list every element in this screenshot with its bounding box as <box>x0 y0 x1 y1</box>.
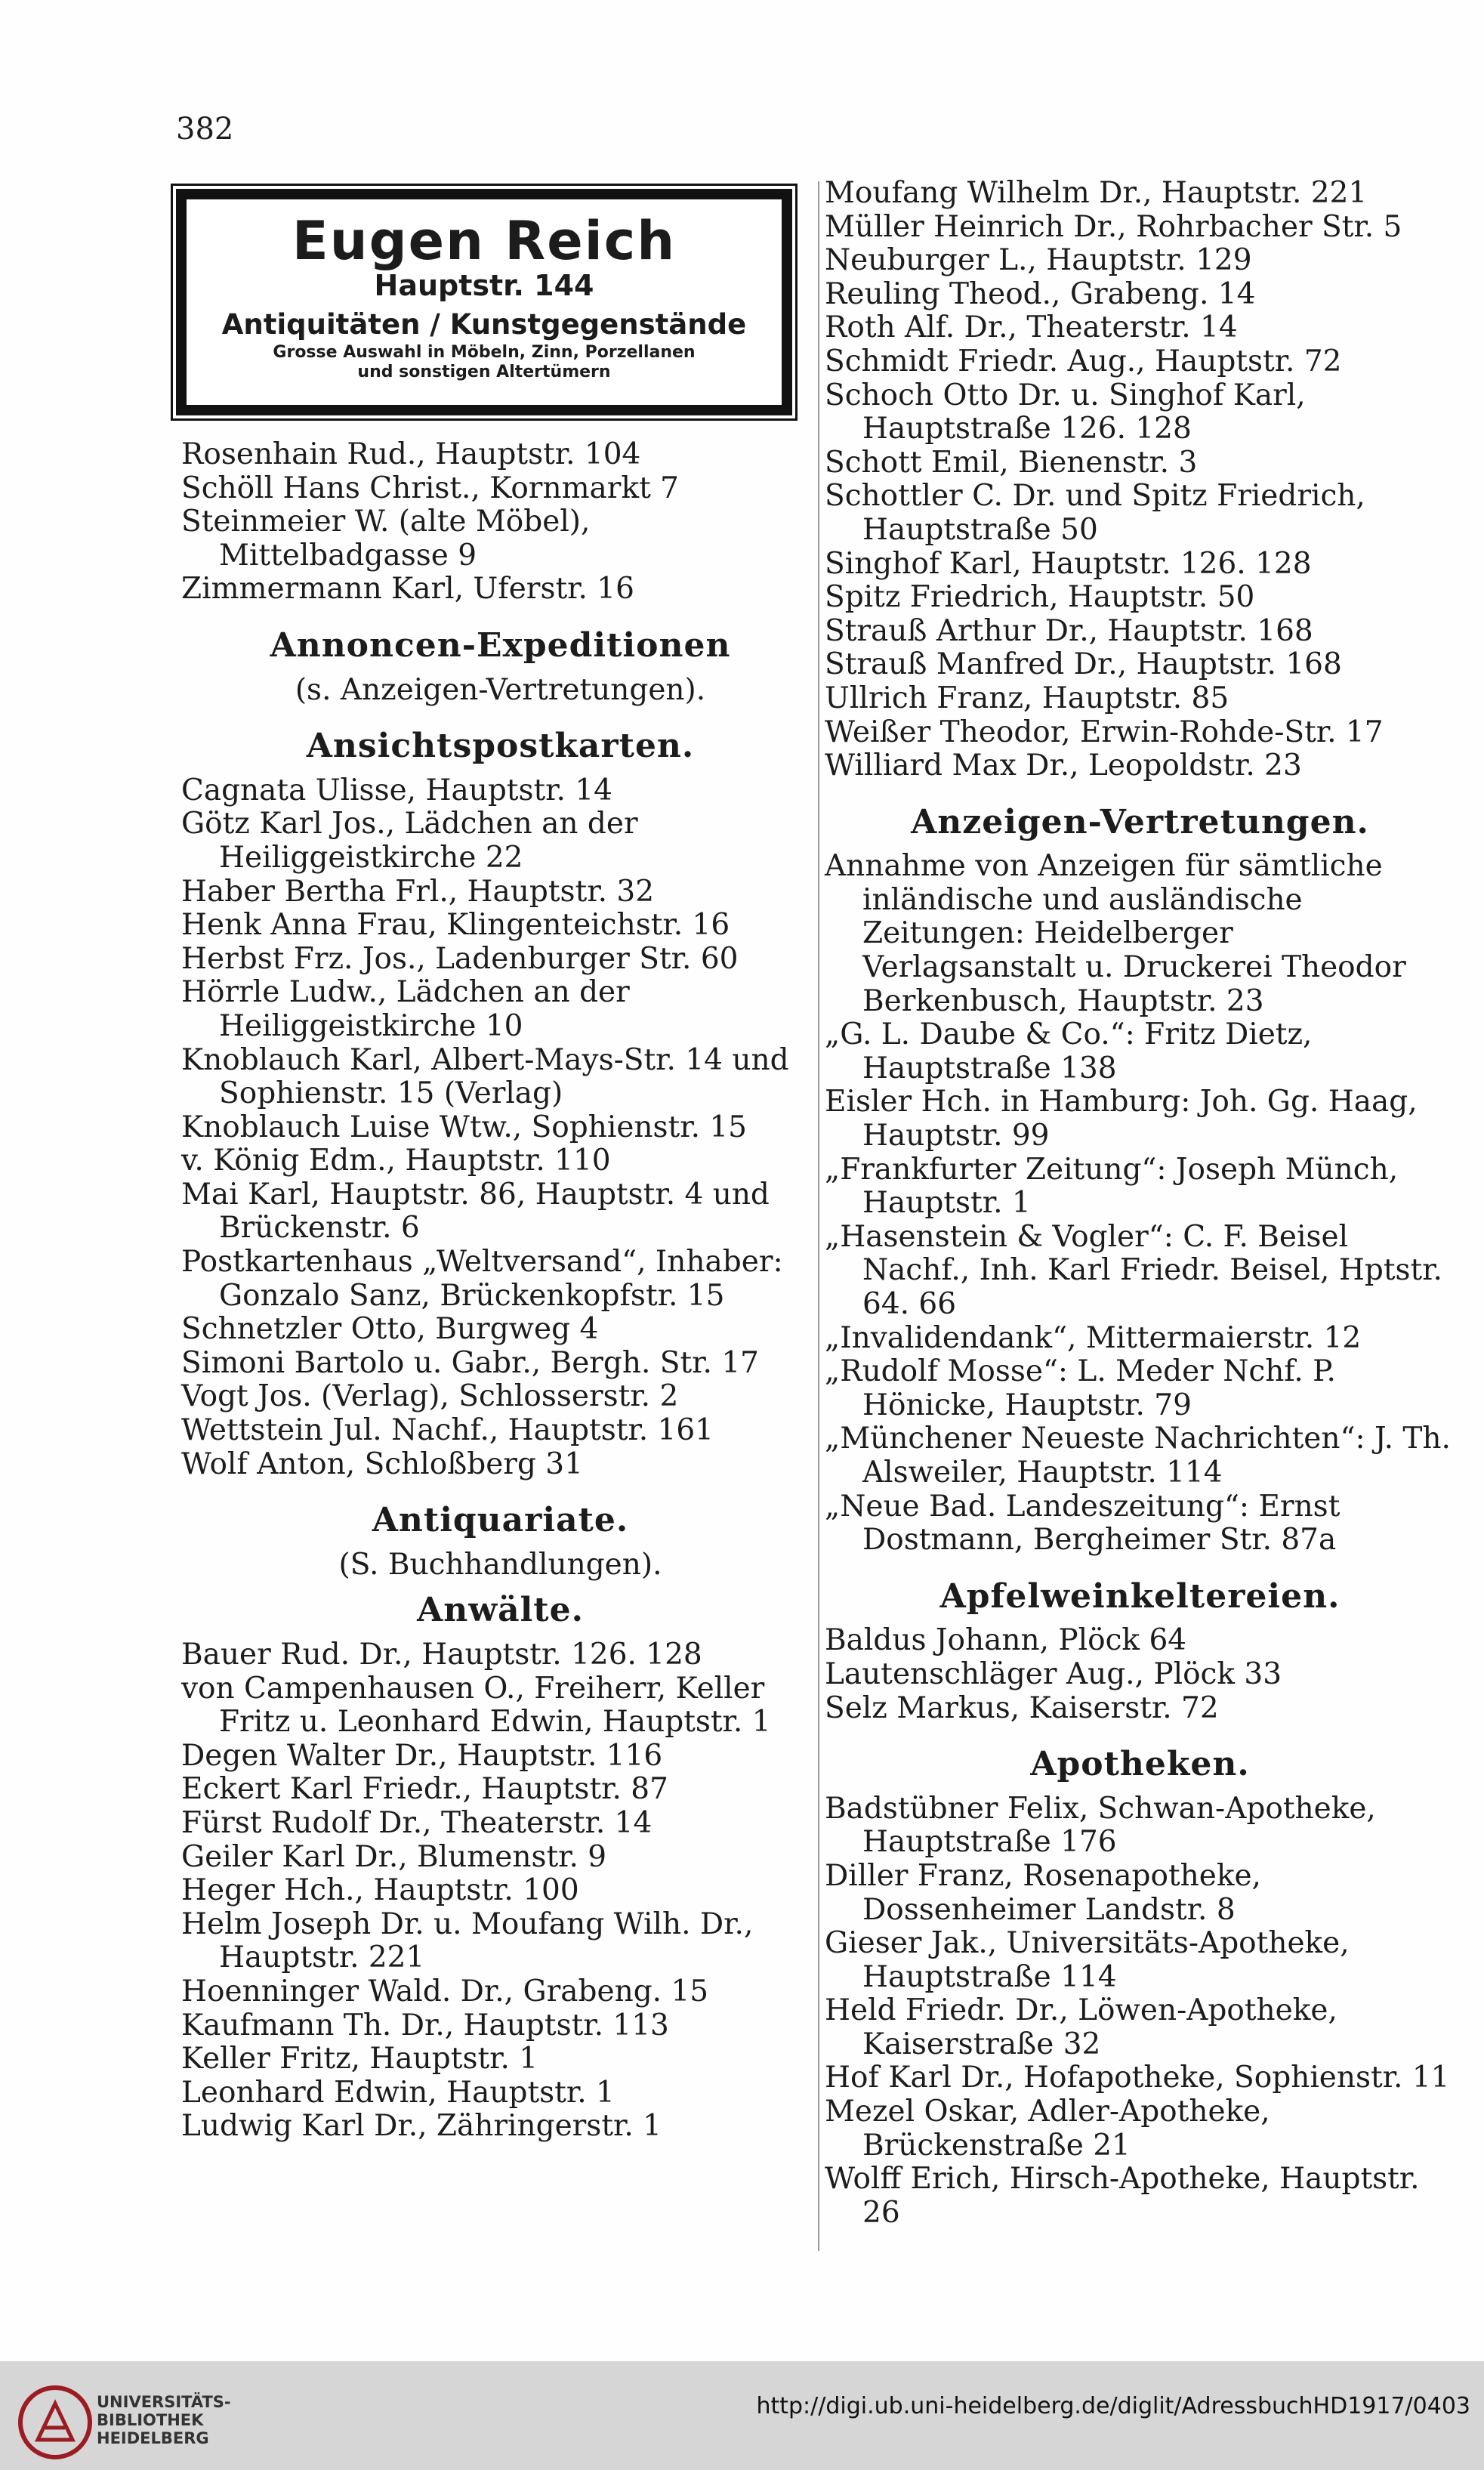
directory-entry: Schoch Otto Dr. u. Singhof Karl, Hauptstraße 126. 128 <box>825 378 1306 446</box>
section-note: (s. Anzeigen-Vertretungen). <box>295 672 706 707</box>
library-name-line: HEIDELBERG <box>97 2429 209 2447</box>
directory-entry: v. König Edm., Hauptstr. 110 <box>181 1144 611 1178</box>
directory-entry: Strauß Arthur Dr., Hauptstr. 168 <box>825 613 1313 648</box>
directory-entry: „Neue Bad. Landeszeitung“: Ernst Dostmann, Bergheimer Str. 87a <box>825 1489 1341 1558</box>
directory-entry: Eckert Karl Friedr., Hauptstr. 87 <box>181 1772 668 1807</box>
section-heading: Apotheken. <box>1030 1745 1250 1784</box>
section-entries <box>825 850 1455 1557</box>
directory-entry: Reuling Theod., Grabeng. 14 <box>825 276 1256 311</box>
directory-entry: Mezel Oskar, Adler-Apotheke, Brückenstraße 21 <box>825 2095 1270 2163</box>
ad-detail-line: und sonstigen Altertümern <box>357 363 611 381</box>
directory-entry: von Campenhausen O., Freiherr, Keller Fritz u. Leonhard Edwin, Hauptstr. 1 <box>181 1671 771 1740</box>
directory-entry: Steinmeier W. (alte Möbel), Mittelbadgasse 9 <box>181 505 591 573</box>
directory-entry: Moufang Wilhelm Dr., Hauptstr. 221 <box>825 176 1368 210</box>
directory-entry: Cagnata Ulisse, Hauptstr. 14 <box>181 773 612 807</box>
directory-entry: Schöll Hans Christ., Kornmarkt 7 <box>181 471 679 505</box>
ad-headline: Antiquitäten / Kunstgegenstände <box>221 308 747 341</box>
section-entries <box>825 1792 1455 2231</box>
directory-entry: Schottler C. Dr. und Spitz Friedrich, Hauptstraße 50 <box>825 479 1365 547</box>
directory-entry: Leonhard Edwin, Hauptstr. 1 <box>181 2075 615 2110</box>
directory-entry: Singhof Karl, Hauptstr. 126. 128 <box>825 546 1312 581</box>
directory-entry: Geiler Karl Dr., Blumenstr. 9 <box>181 1839 607 1874</box>
directory-entry: Gieser Jak., Universitäts-Apotheke, Hauptstraße 114 <box>825 1926 1350 1994</box>
library-name <box>97 2393 231 2447</box>
directory-entry: „Hasenstein & Vogler“: C. F. Beisel Nachf., Inh. Karl Friedr. Beisel, Hptstr. 64. 66 <box>825 1219 1442 1321</box>
directory-entry: „Frankfurter Zeitung“: Joseph Münch, Hauptstr. 1 <box>825 1152 1399 1221</box>
directory-entry: Müller Heinrich Dr., Rohrbacher Str. 5 <box>825 209 1402 244</box>
directory-entry: Haber Bertha Frl., Hauptstr. 32 <box>181 874 655 909</box>
directory-entry: Diller Franz, Rosenapotheke, Dossenheimer Landstr. 8 <box>825 1858 1261 1927</box>
directory-entry: Roth Alf. Dr., Theaterstr. 14 <box>825 310 1238 345</box>
directory-entry: Spitz Friedrich, Hauptstr. 50 <box>825 580 1255 615</box>
section-heading: Anwälte. <box>417 1591 584 1630</box>
directory-entry: „Rudolf Mosse“: L. Meder Nchf. P. Hönicke, Hauptstr. 79 <box>825 1354 1336 1422</box>
section-heading: Antiquariate. <box>372 1501 629 1540</box>
directory-entry: Heger Hch., Hauptstr. 100 <box>181 1873 579 1908</box>
directory-entry: Herbst Frz. Jos., Ladenburger Str. 60 <box>181 941 739 976</box>
directory-entry: Kaufmann Th. Dr., Hauptstr. 113 <box>181 2008 669 2042</box>
directory-entry: Götz Karl Jos., Lädchen an der Heiliggeistkirche 22 <box>181 807 638 875</box>
directory-entry: Henk Anna Frau, Klingenteichstr. 16 <box>181 908 730 943</box>
ad-company-name: Eugen Reich <box>292 210 677 272</box>
directory-entry: Lautenschläger Aug., Plöck 33 <box>825 1656 1282 1691</box>
directory-entry: Held Friedr. Dr., Löwen-Apotheke, Kaiserstraße 32 <box>825 1993 1337 2061</box>
directory-entry: Postkartenhaus „Weltversand“, Inhaber: Gonzalo Sanz, Brückenkopfstr. 15 <box>181 1245 783 1313</box>
directory-entry: Annahme von Anzeigen für sämtliche inländische und ausländische Zeitungen: Heidelberger Verlagsanstalt u. Druckerei Theodor Berkenbusch, Hauptstr. 23 <box>825 849 1406 1018</box>
directory-entry: Ludwig Karl Dr., Zähringerstr. 1 <box>181 2109 662 2144</box>
directory-entry: Badstübner Felix, Schwan-Apotheke, Hauptstraße 176 <box>825 1791 1376 1860</box>
directory-entry: Hof Karl Dr., Hofapotheke, Sophienstr. 11 <box>825 2061 1450 2095</box>
section-entries <box>181 774 819 1481</box>
section-heading: Apfelweinkeltereien. <box>939 1576 1341 1616</box>
directory-entry: Ullrich Franz, Hauptstr. 85 <box>825 681 1229 715</box>
directory-entry: Selz Markus, Kaiserstr. 72 <box>825 1690 1219 1725</box>
source-url-link[interactable]: http://digi.ub.uni-heidelberg.de/diglit/AdressbuchHD1917/0403 <box>756 2393 1470 2419</box>
directory-entry: Knoblauch Karl, Albert-Mays-Str. 14 und Sophienstr. 15 (Verlag) <box>181 1042 789 1111</box>
directory-entry: Wolff Erich, Hirsch-Apotheke, Hauptstr. 26 <box>825 2162 1420 2230</box>
directory-entry: Strauß Manfred Dr., Hauptstr. 168 <box>825 647 1342 682</box>
directory-entry: Degen Walter Dr., Hauptstr. 116 <box>181 1738 663 1773</box>
directory-entry: „G. L. Daube & Co.“: Fritz Dietz, Hauptstraße 138 <box>825 1017 1313 1085</box>
directory-entry: Baldus Johann, Plöck 64 <box>825 1623 1187 1658</box>
directory-entry: Schott Emil, Bienenstr. 3 <box>825 445 1198 480</box>
directory-entry: Weißer Theodor, Erwin-Rohde-Str. 17 <box>825 715 1384 749</box>
directory-entry: Keller Fritz, Hauptstr. 1 <box>181 2042 538 2076</box>
directory-entry: „Invalidendank“, Mittermaierstr. 12 <box>825 1320 1362 1355</box>
section-note: (S. Buchhandlungen). <box>338 1547 662 1582</box>
library-name-line: UNIVERSITÄTS- <box>97 2393 231 2411</box>
directory-entry: Knoblauch Luise Wtw., Sophienstr. 15 <box>181 1110 747 1144</box>
directory-entry: Mai Karl, Hauptstr. 86, Hauptstr. 4 und Brückenstr. 6 <box>181 1177 770 1246</box>
directory-entry: Schnetzler Otto, Burgweg 4 <box>181 1312 599 1347</box>
footer-bar <box>0 2361 1484 2470</box>
advertisement-box <box>176 189 792 415</box>
directory-entry: Simoni Bartolo u. Gabr., Bergh. Str. 17 <box>181 1345 759 1380</box>
directory-entry: Vogt Jos. (Verlag), Schlosserstr. 2 <box>181 1379 679 1414</box>
ad-address: Hauptstr. 144 <box>374 269 594 302</box>
section-entries <box>825 1624 1455 1725</box>
left-column <box>181 438 819 2144</box>
directory-entry: „Münchener Neueste Nachrichten“: J. Th. Alsweiler, Hauptstr. 114 <box>825 1422 1451 1490</box>
section-heading: Anzeigen-Vertretungen. <box>911 802 1369 841</box>
right-column <box>825 177 1455 2230</box>
directory-entry: Williard Max Dr., Leopoldstr. 23 <box>825 749 1302 783</box>
directory-entry: Hörrle Ludw., Lädchen an der Heiliggeistkirche 10 <box>181 975 630 1043</box>
library-name-line: BIBLIOTHEK <box>97 2411 204 2429</box>
directory-entry: Schmidt Friedr. Aug., Hauptstr. 72 <box>825 344 1342 378</box>
directory-entry: Hoenninger Wald. Dr., Grabeng. 15 <box>181 1974 709 2008</box>
directory-entry: Fürst Rudolf Dr., Theaterstr. 14 <box>181 1805 653 1840</box>
directory-entry: Helm Joseph Dr. u. Moufang Wilh. Dr., Hauptstr. 221 <box>181 1907 754 1975</box>
university-seal-icon <box>14 2381 97 2464</box>
directory-entry: Eisler Hch. in Hamburg: Joh. Gg. Haag, Hauptstr. 99 <box>825 1085 1418 1153</box>
section-entries <box>181 1638 819 2144</box>
directory-entry: Zimmermann Karl, Uferstr. 16 <box>181 572 634 607</box>
directory-entry: Wettstein Jul. Nachf., Hauptstr. 161 <box>181 1413 714 1448</box>
section-heading: Annoncen-Expeditionen <box>270 625 731 665</box>
directory-entry: Wolf Anton, Schloßberg 31 <box>181 1446 583 1481</box>
directory-entry: Neuburger L., Hauptstr. 129 <box>825 243 1252 278</box>
section-heading: Ansichtspostkarten. <box>306 727 695 766</box>
directory-entry: Bauer Rud. Dr., Hauptstr. 126. 128 <box>181 1638 702 1672</box>
ad-detail-line: Grosse Auswahl in Möbeln, Zinn, Porzellanen <box>273 343 696 362</box>
page-number: 382 <box>176 112 234 147</box>
directory-entry: Rosenhain Rud., Hauptstr. 104 <box>181 437 641 471</box>
